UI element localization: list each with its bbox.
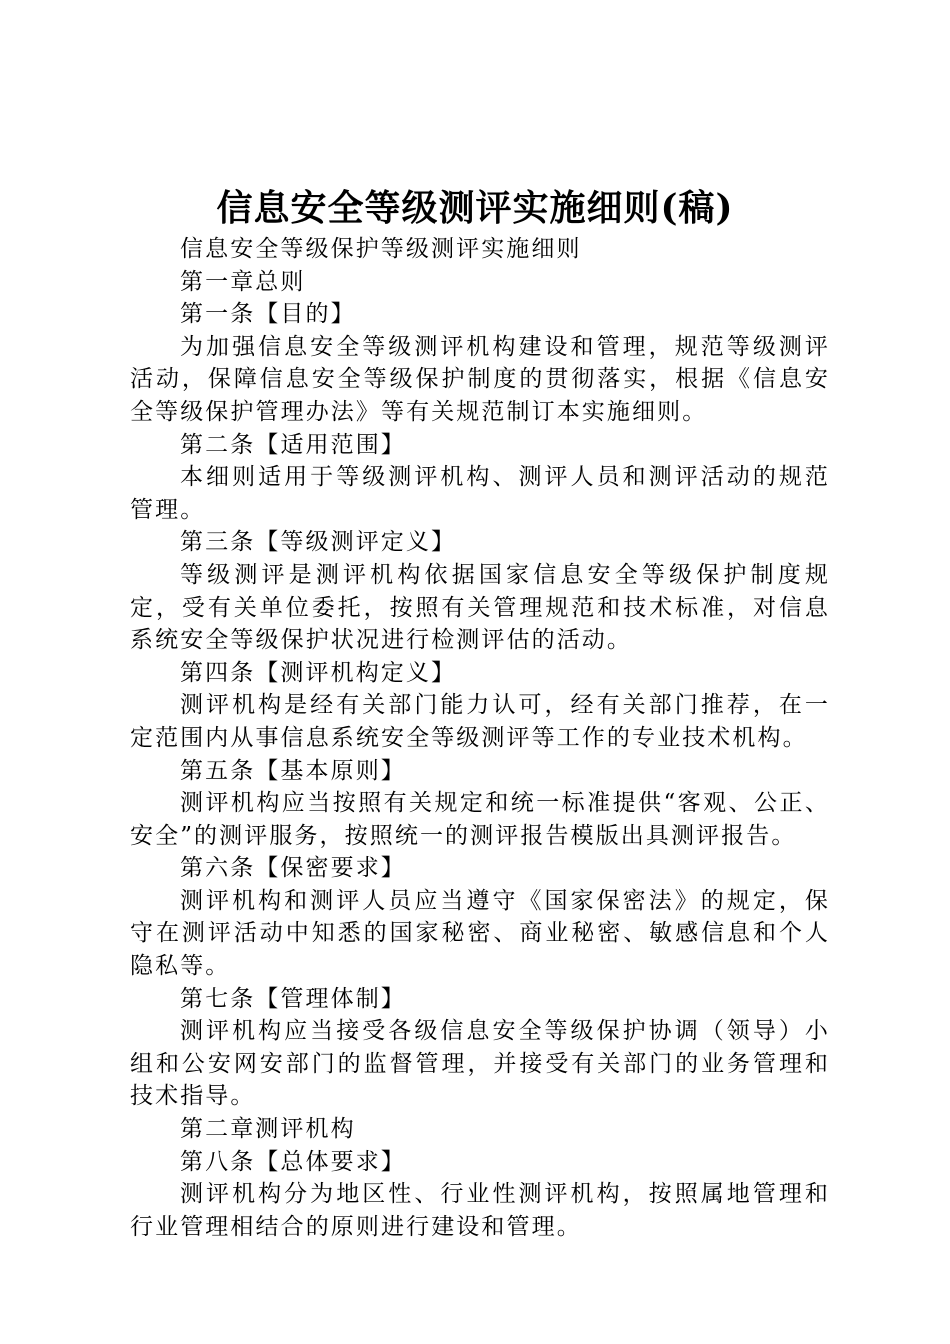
chapter-heading: 第二章测评机构 [180, 1116, 356, 1143]
chapter-heading: 第一章总则 [180, 268, 306, 295]
article-body: 测评机构分为地区性、行业性测评机构，按照属地管理和行业管理相结合的原则进行建设和管理。 [130, 1181, 830, 1240]
article-body: 测评机构和测评人员应当遵守《国家保密法》的规定，保守在测评活动中知悉的国家秘密、商业秘密、敏感信息和个人隐私等。 [130, 887, 830, 980]
document-body [130, 233, 830, 1243]
article-heading: 第四条【测评机构定义】 [180, 659, 457, 686]
article-body: 本细则适用于等级测评机构、测评人员和测评活动的规范管理。 [130, 464, 830, 523]
article-body: 为加强信息安全等级测评机构建设和管理，规范等级测评活动，保障信息安全等级保护制度的贯彻落实，根据《信息安全等级保护管理办法》等有关规范制订本实施细则。 [130, 333, 830, 425]
article-heading: 第八条【总体要求】 [180, 1148, 406, 1175]
article-heading: 第三条【等级测评定义】 [180, 529, 457, 556]
article-heading: 第七条【管理体制】 [180, 985, 406, 1012]
article-heading: 第二条【适用范围】 [180, 431, 406, 458]
article-heading: 第五条【基本原则】 [180, 757, 406, 784]
article-heading: 第六条【保密要求】 [180, 855, 406, 882]
article-heading: 第一条【目的】 [180, 301, 356, 328]
article-body: 测评机构是经有关部门能力认可，经有关部门推荐，在一定范围内从事信息系统安全等级测评等工作的专业技术机构。 [130, 692, 830, 751]
document-title: 信息安全等级测评实施细则(稿) [216, 187, 734, 229]
article-body: 测评机构应当按照有关规定和统一标准提供“客观、公正、安全”的测评服务，按照统一的测评报告模版出具测评报告。 [130, 790, 830, 849]
article-body: 测评机构应当接受各级信息安全等级保护协调（领导）小组和公安网安部门的监督管理，并接受有关部门的业务管理和技术指导。 [130, 1018, 830, 1110]
article-body: 等级测评是测评机构依据国家信息安全等级保护制度规定，受有关单位委托，按照有关管理规范和技术标准，对信息系统安全等级保护状况进行检测评估的活动。 [130, 561, 830, 654]
paragraph-subtitle: 信息安全等级保护等级测评实施细则 [180, 236, 582, 262]
